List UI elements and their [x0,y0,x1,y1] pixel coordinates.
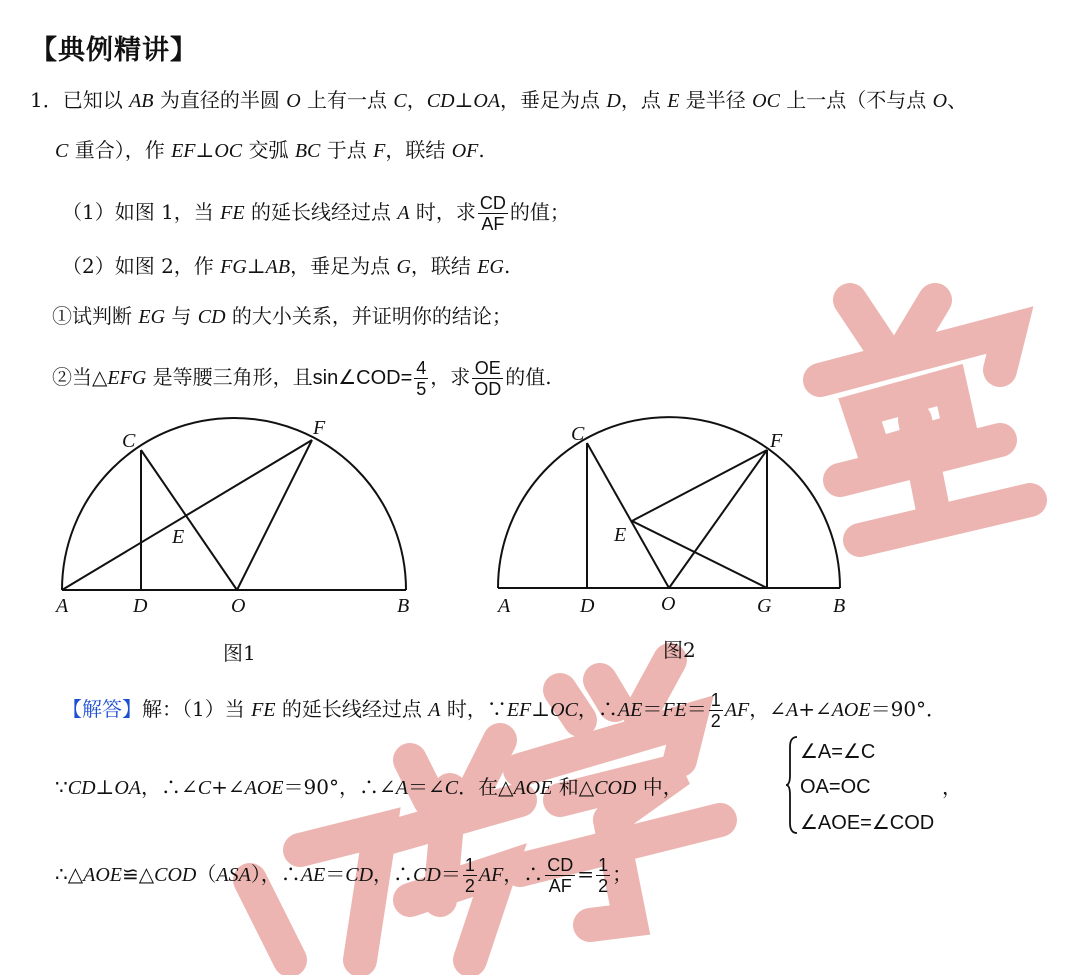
text: OC [550,699,578,721]
numerator: 1 [598,855,609,875]
text: C [444,777,459,799]
text: AE [617,699,643,721]
text: ，∴ [577,697,618,721]
text: O [932,90,948,112]
text: 是等腰三角形，且 [146,365,313,389]
text: ），∴ [250,862,301,886]
text: ①试判断 [52,304,139,328]
text: FG [220,256,247,278]
text: AB [265,256,291,278]
text: 与 [165,304,198,328]
text: 为直径的半圆 [153,88,287,112]
solution-line-1 [62,690,946,731]
label-c: C [122,430,136,452]
system-brace [785,735,799,835]
text: ； [612,862,633,886]
text: ⊥ [531,697,551,721]
text: ＝ [440,862,461,886]
label-c: C [571,423,585,445]
label-e: E [614,524,627,546]
text: E [667,90,680,112]
text: 的值. [505,365,552,389]
figure-2 [498,417,840,588]
text: （ [196,862,217,886]
text: （1）如图 1，当 [62,200,221,224]
text: ，∴ [503,862,544,886]
label-a: A [498,595,511,617]
text: ⊥ [454,88,474,112]
text: COD [594,777,637,799]
label-b: B [833,595,846,617]
text: ，∴∠ [141,775,198,799]
text: ，垂足为点 [290,254,397,278]
text: OC [214,140,243,162]
text: AB [129,90,154,112]
numerator: 4 [416,358,427,378]
text: 和△ [552,775,595,799]
figure-1 [62,418,406,590]
text: A [395,777,408,799]
text: +∠ [798,697,832,721]
text: BC [294,140,321,162]
text: EFG [107,367,147,389]
text: OA [473,90,501,112]
text: 是半径 [679,88,753,112]
system-eq-3: ∠AOE=∠COD [800,812,935,834]
text: ⊥ [246,254,266,278]
denominator: AF [481,214,505,234]
text: F [373,140,386,162]
text: AOE [244,777,284,799]
system-eq-1: ∠A=∠C [800,741,876,763]
segment-eg-2 [632,521,767,588]
text: EG [477,256,504,278]
text: FE [662,699,687,721]
text: ＝90°，∴∠ [283,775,396,799]
text: A [785,699,799,721]
numerator: 1 [464,855,475,875]
text: A [397,202,410,224]
figure-2-caption: 图2 [663,638,696,662]
text: EF [171,140,196,162]
text: ＝ [642,697,663,721]
text: ，求 [430,365,471,389]
denominator: OD [474,379,502,399]
text: ＝∠ [407,775,445,799]
sin-expression: sin∠COD= [312,367,413,389]
system-trailing-comma: ， [942,775,962,799]
text: ，∴ [373,862,414,886]
text: 已知以 [62,88,130,112]
text: . [503,254,511,278]
text: ．在△ [458,775,514,799]
text: CD [67,777,96,799]
text: AE [300,864,326,886]
text: 时，∵ [440,697,507,721]
fraction-1-2 [596,855,610,896]
solution-line-2 [55,775,683,800]
text: C [55,140,69,162]
label-f: F [313,417,326,439]
text: COD [154,864,197,886]
text: 上一点（不与点 [779,88,933,112]
text: 的值； [509,200,570,224]
denominator: 5 [416,379,427,399]
text: ∴△ [55,862,84,886]
text: ， [406,88,427,112]
text: AOE [831,699,871,721]
page-title: 【典例精讲】 [30,35,198,66]
denominator: 2 [464,876,475,896]
figure-1-labels [54,417,409,617]
solution-line-3 [55,855,632,896]
text: AF [478,864,504,886]
text: ，∠ [749,697,786,721]
text: ⊥ [95,775,115,799]
numerator: 1 [710,690,721,710]
text: 的延长线经过点 [275,697,429,721]
semicircle-arc-1 [62,418,406,590]
text: 重合），作 [68,138,172,162]
text: +∠ [211,775,245,799]
denominator: 2 [598,876,609,896]
label-o: O [231,595,246,617]
fraction-1-2 [463,855,477,896]
fraction-cd-af [545,855,575,896]
label-d: D [133,595,148,617]
text: ASA [216,864,251,886]
text: FE [251,699,276,721]
segment-ef-2 [632,450,767,521]
text: 、 [947,88,968,112]
text: C [393,90,407,112]
text: ，垂足为点 [500,88,607,112]
text: ≌△ [122,862,155,886]
text: 解：（1）当 [142,697,252,721]
label-g: G [757,595,772,617]
text: AOE [513,777,553,799]
label-o: O [661,593,676,615]
text: OC [752,90,780,112]
text: ＝ [325,862,346,886]
denominator: AF [548,876,572,896]
text: 的延长线经过点 [244,200,398,224]
numerator: CD [479,193,506,213]
text: 时，求 [409,200,476,224]
text: = [577,862,595,886]
text: 的大小关系，并证明你的结论； [225,304,512,328]
figure-1-caption: 图1 [223,641,256,665]
text: CD [345,864,374,886]
text: ＝ [686,697,707,721]
text: ∵ [55,775,68,799]
numerator: OE [472,358,503,379]
segment-of-2 [669,450,767,588]
text: OA [114,777,142,799]
text: 上有一点 [300,88,394,112]
text: ，点 [620,88,668,112]
fraction-1-2 [709,690,723,731]
text: ，联结 [410,254,478,278]
label-f: F [770,430,783,452]
label-e: E [172,526,185,548]
text: O [286,90,301,112]
text: C [197,777,212,799]
label-a: A [56,595,69,617]
text: CD [426,90,455,112]
text: OF [451,140,479,162]
text: 于点 [320,138,374,162]
text: EF [506,699,532,721]
text: D [606,90,621,112]
text: 交弧 [242,138,295,162]
label-d: D [580,595,595,617]
text: AOE [83,864,122,886]
text: ＝90°． [870,697,947,721]
text: A [428,699,441,721]
text: AF [724,699,750,721]
text: （2）如图 2，作 [62,254,221,278]
text: . [478,138,485,162]
text: ②当△ [52,365,108,389]
text: 中， [636,775,683,799]
segment-co-2 [587,443,669,588]
numerator: CD [547,855,574,875]
system-eq-2: OA=OC [800,776,871,798]
text: FE [220,202,245,224]
text: CD [197,306,226,328]
text: G [396,256,411,278]
segment-co-1 [141,450,237,590]
problem-number: 1． [30,88,63,112]
text: ，联结 [385,138,452,162]
label-b: B [397,595,410,617]
text: ⊥ [195,138,215,162]
text: CD [413,864,441,886]
text: EG [138,306,166,328]
solution-tag: 【解答】 [62,697,142,721]
denominator: 2 [710,711,721,731]
